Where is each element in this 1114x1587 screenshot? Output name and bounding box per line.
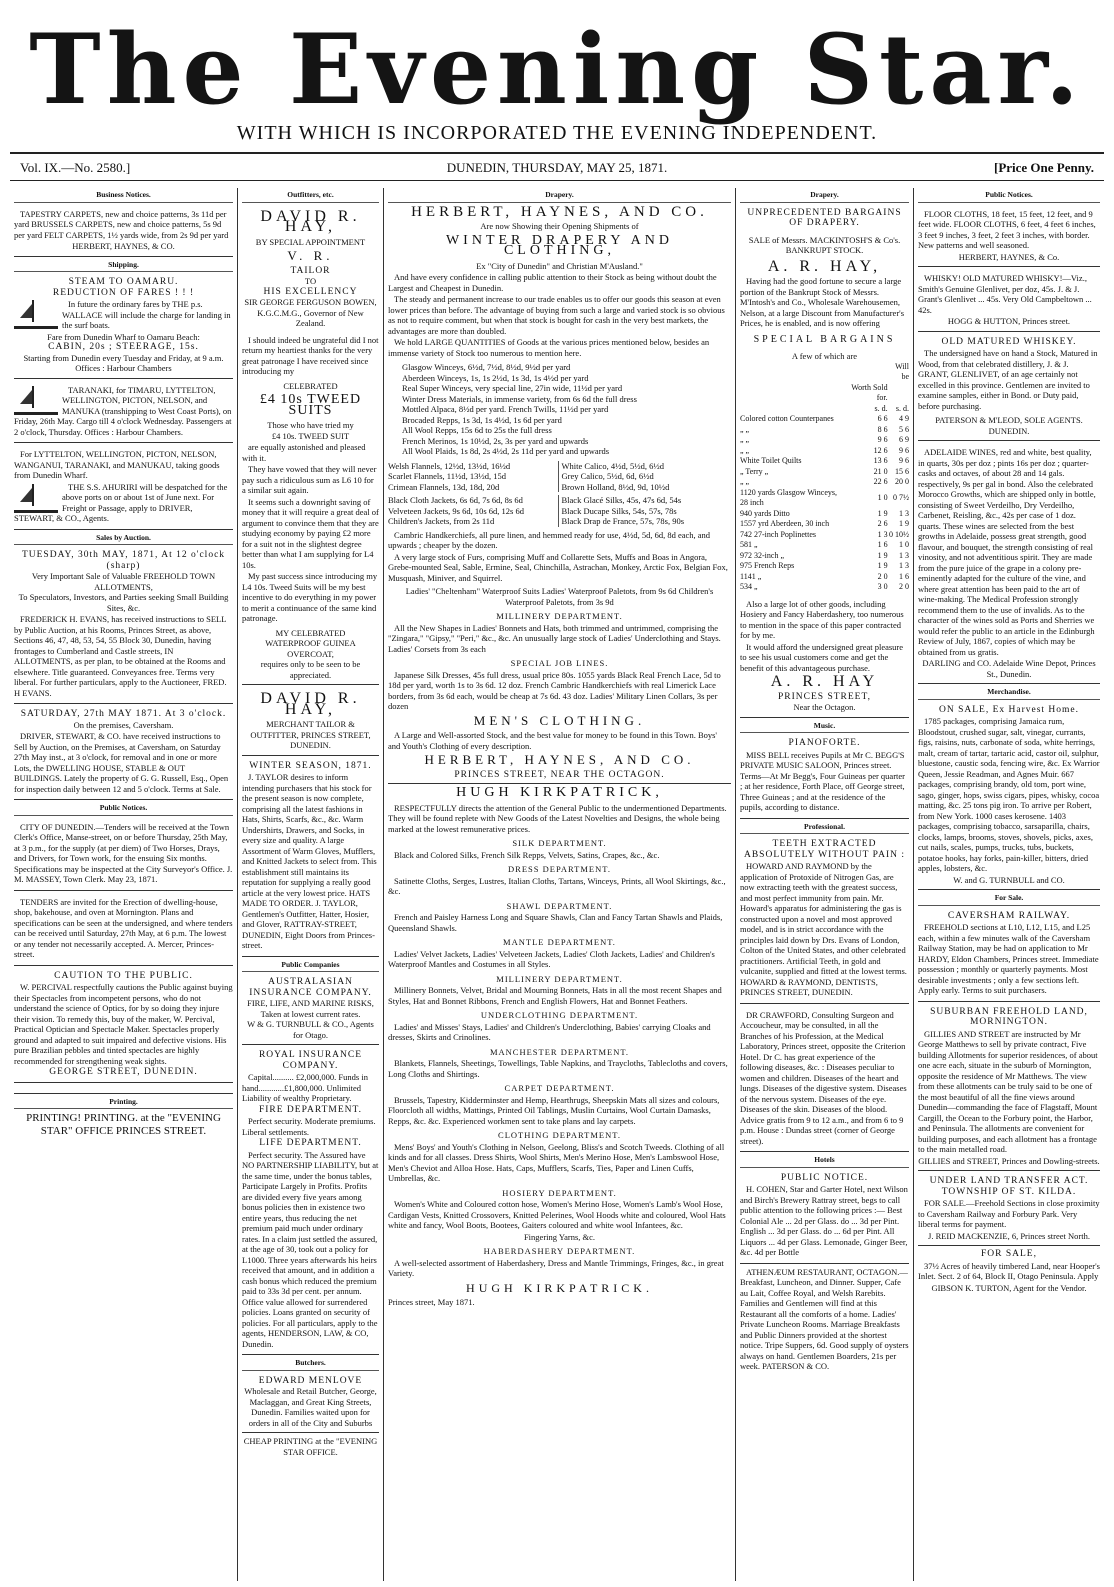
table-row: „ „ 22 6 20 0 [740, 477, 909, 486]
table-row: 1120 yards Glasgow Winceys, 28 inch 1 0 0 7½ [740, 487, 909, 507]
ad-printing: PRINTING! PRINTING. at the "EVENING STAR" OFFICE PRINCES STREET. [26, 1112, 221, 1137]
list-item: Mottled Alpaca, 8½d per yard. French Twills, 11½d per yard [402, 404, 609, 414]
list-item: Brocaded Repps, 1s 3d, 1s 4½d, 1s 6d per yard [402, 414, 562, 425]
ad-howard-raymond: TEETH EXTRACTED ABSOLUTELY WITHOUT PAIN : HOWARD AND RAYMOND by the application of Protoxide of Nitrogen Gas, are now extracting teeth with the greatest success, and most perfect immunity from pain. Mr. Howard's apparatus for administering the gas is constructed upon a novel and most approved model, and is in strict accordance with the principles laid down by Drs. Evans of London, Colton of the United States, and other celebrated practitioners. Artificial Teeth, in gold and vulcanite, supplied and fitted at the lowest terms. HOWARD & RAYMOND, DENTISTS, PRINCES STREET, DUNEDIN. [740, 837, 909, 1004]
ad-athenaeum: ATHENÆUM RESTAURANT, OCTAGON.—Breakfast, Luncheon, and Dinner. Supper, Cafe au Lait, Coffee Royal, and Welsh Rarebits. Families and Gentlemen will find at this Restaurant all the comforts of a home. Ladies' Private Luncheon Rooms. Marriage Breakfasts and Public Dinners provided at the shortest notice. Tripe Suppers, 6d. Good supply of oysters always on hand. Gentlemen Boarders, 21s per week. PATERSON & CO. [740, 1266, 909, 1371]
list-item: Black Glacé Silks, 45s, 47s 6d, 54s [561, 495, 682, 505]
ship-icon [14, 484, 58, 513]
list-item: Winter Dress Materials, in immense variety, from 6s 6d the full dress [402, 393, 637, 404]
table-row: Colored cotton Counterpanes 6 6 4 9 [740, 414, 909, 423]
newspaper-subtitle: WITH WHICH IS INCORPORATED THE EVENING INDEPENDENT. [236, 122, 878, 144]
top-rule [10, 152, 1104, 154]
table-row: „ „ 12 6 9 6 [740, 445, 909, 455]
ad-ahuriri: For LYTTELTON, WELLINGTON, PICTON, NELSON, WANGANUI, TARANAKI, and MANUKAU, taking goods from Dunedin Wharf. THE S.S. AHURIRI will be despatched for the above ports on or about 1st of June next. For Freight or Passage, apply to DRIVER, STEWART, & CO., Agents. [14, 446, 233, 530]
section-header: Merchandise. [918, 687, 1100, 700]
list-item: Grey Calico, 5½d, 6d, 6½d [561, 471, 654, 481]
ship-icon [14, 386, 58, 415]
list-item: French Merinos, 1s 10½d, 2s, 3s per yard and upwards [402, 435, 589, 446]
ad-australasian: AUSTRALASIAN INSURANCE COMPANY. FIRE, LIFE, AND MARINE RISKS, Taken at lowest current rates. W & G. TURNBULL & CO., Agents for Otago. [242, 975, 379, 1045]
table-header-row: Will be [895, 361, 909, 381]
table-row: „ „ 9 6 6 9 [740, 435, 909, 444]
ship-icon [14, 300, 58, 329]
volume-number: Vol. IX.—No. 2580.] [20, 160, 131, 175]
ad-floor-cloths: FLOOR CLOTHS, 18 feet, 15 feet, 12 feet, and 9 feet wide. FLOOR CLOTHS, 6 feet, 4 feet 6 inches, 3 feet 9 inches, 3 feet, 2 feet 3 inches, with border. New patterns and well seasoned. HERBERT, HAYNES, & Co. [918, 206, 1100, 268]
table-row: 742 27-inch Poplinettes 1 3 0 10½ [740, 529, 909, 539]
ad-miss-bell: PIANOFORTE. MISS BELL receives Pupils at Mr C. BEGG'S PRIVATE MUSIC SALOON, Princes street. Terms—At Mr Begg's, Four Guineas per quarter ; at her residence, Forth Place, off George street, Three Guineas ; and at the residence of the pupils, according to distance. [740, 736, 909, 819]
list-item: White Calico, 4½d, 5½d, 6½d [561, 460, 664, 471]
section-header: Public Companies [242, 960, 379, 973]
table-row: 581 „ 1 6 1 0 [740, 540, 909, 549]
list-item: Glasgow Winceys, 6½d, 7½d, 8½d, 9½d per yard [402, 362, 571, 372]
section-header: Butchers. [242, 1358, 379, 1371]
department-list: SILK DEPARTMENT. Black and Colored Silks, French Silk Repps, Velvets, Satins, Crapes, &c., &c. DRESS DEPARTMENT. Satinette Cloths, Serges, Lustres, Italian Cloths, Tartans, Winceys, Prints, all Wool Skirtings, &c., &c. SHAWL DEPARTMENT. French and Paisley Harness Long and Square Shawls, Clan and Fancy Tartan Shawls and Plaids, Queensland Shawls. MANTLE DEPARTMENT. Ladies' Velvet Jackets, Ladies' Velveteen Jackets, Ladies' Cloth Jackets, Ladies' and Children's Waterproof Mantles and Costumes in all Styles. MILLINERY DEPARTMENT. Millinery Bonnets, Velvet, Bridal and Mourning Bonnets, Hats in all the most recent Shapes and Styles, Hat and Bonnet Ribbons, French and English Flowers, Hat and Bonnet Feathers. UNDERCLOTHING DEPARTMENT. Ladies' and Misses' Stays, Ladies' and Children's Underclothing, Babies' carrying Cloaks and dresses, Skirts and Crinolines. MANCHESTER DEPARTMENT. Blankets, Flannels, Sheetings, Towellings, Table Napkins, and Traycloths, Tablecloths and covers, Long Cloths and Shirtings. CARPET DEPARTMENT. Brussels, Tapestry, Kidderminster and Hemp, Hearthrugs, Sheepskin Mats all sizes and colours, Floorcloth all widths, Mattings, Printed Oil Tablings, Muslin Curtains, Wool Curtain Damasks, Repps, &c. &c. Experienced workmen sent to take plans and lay carpets. CLOTHING DEPARTMENT. Mens' Boys' and Youth's Clothing in Nelson, Geelong, Bliss's and Scotch Tweeds. Clothing of all kinds and for all classes. Dress Shirts, Wool Shirts, Men's Merino Hose, Men's Lambswool Hose, Men's Cheviot and Alloa Hose. Hats, Caps, Mufflers, Scarfs, Ties, Paper and Linen Cuffs, Umbrellas, &c. HOSIERY DEPARTMENT. Women's White and Coloured cotton hose, Women's Merino Hose, Women's Lamb's Wool Hose, Cardigan Vests, Knitted Crossovers, Knitted Pelerines, Wool Hoods white and coloured, Wool Hats white and fancy, Wool Boots, Bootees, Gaiters coloured and white wool Infantees, &c. [388, 838, 728, 1230]
list-item: Real Super Winceys, very special line, 27in wide, 11½d per yard [402, 383, 623, 393]
section-header: For Sale. [918, 893, 1100, 906]
ad-david-hay-merchant: DAVID R. HAY, MERCHANT TAILOR & OUTFITTER, PRINCES STREET, DUNEDIN. [242, 688, 379, 756]
column-2 [238, 188, 384, 1581]
list-item: Welsh Flannels, 12½d, 13½d, 16½d [388, 460, 511, 471]
list-item: Black Cloth Jackets, 6s 6d, 7s 6d, 8s 6d [388, 495, 523, 505]
ad-taranaki: TARANAKI, for TIMARU, LYTTELTON, WELLINGTON, PICTON, NELSON, and MANUKA (transhipping to West Coast Ports), on Friday, 26th May. Cargo till 4 o'clock Wednesday. Passengers at 2 o'clock, Thursday. Offices : Harbour Chambers. [14, 382, 233, 444]
jackets-block [388, 495, 731, 527]
ad-steam-oamaru: STEAM TO OAMARU. REDUCTION OF FARES ! ! ! In future the ordinary fares by THE p.s. WALLACE will include the charge for landing in the surf boats. Fare from Dunedin Wharf to Oamaru Beach: CABIN, 20s ; STEERAGE, 15s. Starting from Dunedin every Tuesday and Friday, at 9 a.m. Offices : Harbour Chambers [14, 275, 233, 379]
table-row: 1141 „ 2 0 1 6 [740, 571, 909, 581]
column-5 [914, 188, 1104, 1581]
list-item: Brown Holland, 8½d, 9d, 10½d [561, 481, 670, 492]
ad-cheap-printing: CHEAP PRINTING at the "EVENING STAR OFFICE. [243, 1436, 378, 1457]
ad-gillies-street: SUBURBAN FREEHOLD LAND, MORNINGTON. GILLIES AND STREET are instructed by Mr George Matthews to sell by private contract, Five building Allotments for superior residences, of about one acre each, situate in the suburb of Mornington, opposite the residence of Mr Matthews. The view from these allotments can be truly said to be one of the most beautiful of all the fine views around Dunedin—commanding the face of Flagstaff, Mount Cargill, the Ocean to the Forbury point, the Harbor, and Peninsula. The allotments are convenient for building purposes, and each allotment has a frontage to the main metalled road. GILLIES and STREET, Princes and Dowling-streets. [918, 1005, 1100, 1172]
ad-turton: FOR SALE, 37½ Acres of heavily timbered Land, near Hooper's Inlet. Sect. 2 of 64, Block II, Otago Peninsula. Apply GIBSON K. TURTON, Agent for the Vendor. [918, 1249, 1100, 1293]
ad-old-matured: OLD MATURED WHISKEY. The undersigned have on hand a Stock, Matured in Wood, from that celebrated distillery, J. & J. GRANT, GLENLIVET, of an age certainly not excelled in this province. Gentlemen are invited to examine samples, either in Bond. or Duty paid, before purchasing. PATERSON & M'LEOD, SOLE AGENTS. DUNEDIN. [918, 335, 1100, 442]
table-row: 940 yards Ditto 1 9 1 3 [740, 508, 909, 518]
ad-ar-hay-bargains: UNPRECEDENTED BARGAINS OF DRAPERY. SALE of Messrs. MACKINTOSH'S & Co's. BANKRUPT STOCK. A. R. HAY, Having had the good fortune to secure a large portion of the Bankrupt Stock of Messrs. M'Intosh's and Co., Wholesale Warehousemen, Nelson, at a large Discount from Manufacturer's Prices, he is enabled, and is now offering SPECIAL BARGAINS A few of which are Will be Worth Sold for. s. d. s. d. Colored cotton Counterpanes 6 6 4 9 „ „ 8 6 5 6 „ „ 9 6 6 9 „ „ 12 6 9 6 White Toilet Quilts 13 6 9 6 „ Terry „ 21 0 15 6 „ „ 22 6 20 0 1120 yards Glasgow Winceys, 28 inch 1 0 0 7½ 940 yards Ditto 1 9 1 3 1557 yrd Aberdeen, 30 inch 2 6 1 9 742 27-inch Poplinettes 1 3 0 10½ 581 „ 1 6 1 0 972 32-inch „ 1 9 1 3 975 French Reps 1 9 1 3 1141 „ 2 0 1 6 534 „ 3 0 2 0 Also a large lot of other goods, including Hosiery and Fancy Haberdashery, too numerous to mention in the space of this paper contracted for by me. It would afford the undersigned great pleasure to see his usual customers come and get the benefit of this advantageous purchase. A. R. HAY PRINCES STREET, Near the Octagon. [740, 206, 909, 718]
table-row: „ „ 8 6 5 6 [740, 424, 909, 434]
newspaper-title: The Evening Star. [29, 13, 1085, 126]
section-header: Public Notices. [918, 190, 1100, 203]
ad-adelaide-wines: ADELAIDE WINES, red and white, best quality, in quarts, 30s per doz ; pints 16s per doz ; quarter-casks and octaves, of about 28 and 14 gals. respectively, 9s per gal in bond. Also the celebrated Morocco Growths, which are shipped only in bottle, consisting of Sweet Verdeilho, Dry Verdeilho, Carbenet, Reisling, &c., 42s per case of 1 doz. quarts. These wines are selected from the best growths in Adelaide, possess great strength, good flavour, and bouquet, the strength consisting of real vinosity, and not adventitious spirit. They are made from the pure juice of the grape in a colony pre-eminently adapted for the culture of the vine, and where great attention has been paid to the art of wine-making. The Medical Profession strongly recommend them to the use of invalids. As to the character of the wines sold as Ports and Sherries we would refer the public to an article in the Edinburgh Review of July, 1867, copies of which may be obtained from us gratis. DARLING and CO. Adelaide Wine Depot, Princes St., Dunedin. [918, 444, 1100, 684]
section-header: Music. [740, 721, 909, 734]
table-row: 534 „ 3 0 2 0 [740, 582, 909, 591]
section-header: Shipping. [14, 260, 233, 273]
price: [Price One Penny. [993, 160, 1094, 175]
ad-on-sale: ON SALE, Ex Harvest Home. 1785 packages, comprising Jamaica rum, Bloodstout, crushed sugar, salt, vinegar, currants, figs, raisins, nuts, carbonate of soda, white herrings, malt, cream of tartar, tartaric acid, castor oil, sulphur, bluestone, caustic soda, fencing wire, &c. Ex Warrior Queen, Jessie Readman, and Agnes Muir. 667 packages, comprising brandy, old tom, port wine, sago, ginger, hops, swiss cigars, pipes, whisky, cocoa matting, &c. 25 tons pig iron. To arrive per Robert, from New York. 1000 cases kerosene. 1403 packages, comprising tobacco, sarsaparilla, chairs, clocks, lamps, brooms, stoves, shovels, picks, axes, cut nails, scales, pumps, trucks, tubs, buckets, potatoe hooks, hay forks, pain-killer, bitters, dried apples, lobsters, &c. W. and G. TURNBULL and CO. [918, 703, 1100, 891]
section-header: Business Notices. [14, 190, 233, 203]
dateline-rule [10, 180, 1104, 181]
list-item: All Wool Plaids, 1s 8d, 2s 4½d, 2s 11d per yard and upwards [402, 446, 610, 456]
list-item: Crimean Flannels, 13d, 18d, 20d [388, 481, 500, 492]
ad-city-dunedin: CITY OF DUNEDIN.—Tenders will be received at the Town Clerk's Office, Manse-street, on or before Thursday, 25th May, at 3 p.m., for the supply (at per diem) of Two Horses, Drays, and Drivers, for Town work, for the ensuing Six months. Specifications may be inspected at the City Surveyor's Office. J. M. MASSEY, Town Clerk. May 23, 1871. [14, 819, 233, 891]
column-4 [736, 188, 914, 1581]
ad-percival: CAUTION TO THE PUBLIC. W. PERCIVAL respectfully cautions the Public against buying their Spectacles from incompetent persons, who do not understand the science of Optics, for by so doing they injure their vision. To remedy this, buy of the maker, W. Percival, Practical Optician and Spectacle Maker. Spectacles properly ground and adapted to suit impaired and defective visions. His pure Brazilian pebbles and tinted spectacles are highly recommended for strengthening weak sights. GEORGE STREET, DUNEDIN. [14, 969, 233, 1083]
section-header: Hotels [740, 1155, 909, 1168]
ad-st-kilda: UNDER LAND TRANSFER ACT. TOWNSHIP OF ST. KILDA. FOR SALE.—Freehold Sections in close proximity to Caversham Railway and Forbury Park. Very liberal terms for payment. J. REID MACKENZIE, 6, Princes street North. [918, 1174, 1100, 1246]
section-header: Outfitters, etc. [242, 190, 379, 203]
dateline: DUNEDIN, THURSDAY, MAY 25, 1871. [446, 160, 668, 175]
list-item: All Wool Repps, 15s 6d to 25s the full dress [402, 425, 552, 435]
ad-evans-auction: TUESDAY, 30th MAY, 1871, At 12 o'clock (sharp) Very Important Sale of Valuable FREEHOLD TOWN ALLOTMENTS, To Speculators, Investors, and Parties seeking Small Building Sites, &c. FREDERICK H. EVANS, has received instructions to SELL by Public Auction, at his Rooms, Princes Street, as above, Sections 46, 47, 48, 53, 54, 55 Block 30, Dunedin, having frontages to Cumberland and Castle streets, IN ALLOTMENTS, as per plan, to be obtained at the Rooms and elsewhere. Title guaranteed. Conveyances free. Terms very liberal. For further particulars, apply to the Auctioneer, FRED. H EVANS. [14, 548, 233, 704]
ad-david-hay: DAVID R. HAY, BY SPECIAL APPOINTMENT V. R. TAILOR TO HIS EXCELLENCY SIR GEORGE FERGUSON BOWEN, K.G.C.M.G., Governor of New Zealand. I should indeed be ungrateful did I not return my heartiest thanks for the very great patronage I have received since introducing my CELEBRATED £4 10s TWEED SUITS Those who have tried my £4 10s. TWEED SUIT are equally astonished and pleased with it. They have vowed that they will never pay such a ridiculous sum as L6 10 for a similar suit again. It seems such a downright saving of money that it will require a great deal of argument to convince them that they are studying economy by paying £2 more for a suit not in the slightest degree better than what I am supplying for L4 10s. My past success since introducing my L4 10s. Tweed Suits will be my best incentive to do everything in my power to merit a continuance of the same kind patronage. MY CELEBRATED WATERPROOF GUINEA OVERCOAT, requires only to be seen to be appreciated. [242, 206, 379, 686]
table-row: „ Terry „ 21 0 15 6 [740, 466, 909, 476]
table-header-row: Worth Sold for. [851, 382, 888, 402]
table-row: White Toilet Quilts 13 6 9 6 [740, 456, 909, 465]
table-row: 1557 yrd Aberdeen, 30 inch 2 6 1 9 [740, 519, 909, 528]
table-row: 975 French Reps 1 9 1 3 [740, 561, 909, 570]
columns [10, 188, 1104, 1581]
list-item: Children's Jackets, from 2s 11d [388, 516, 495, 526]
kirkpatrick-title: HUGH KIRKPATRICK, [456, 785, 663, 800]
section-header: Public Notices. [14, 803, 233, 816]
list-item: Black Drap de France, 57s, 78s, 90s [561, 516, 685, 526]
goods-list [402, 362, 731, 457]
bargains-table [740, 362, 909, 593]
masthead [0, 0, 1114, 175]
column-3: Drapery. HERBERT, HAYNES, AND CO. Are now Showing their Opening Shipments of WINTER DRAPERY AND CLOTHING, Ex "City of Dunedin" and Christian M'Ausland." And have every confidence in calling public attention to their Stock as being without doubt the Largest and Cheapest in Dunedin. The steady and permanent increase to our trade enables us to offer our goods this season at even lower prices than before. The advantage of buying from such a large and varied stock is so obvious as not to require comment, but when that stock is bought for cash in the very best markets, the advantages are more than doubled. We hold LARGE QUANTITIES of Goods at the various prices mentioned below, besides an immense variety of Stock too numerous to mention here. Glasgow Winceys, 6½d, 7½d, 8½d, 9½d per yard Aberdeen Winceys, 1s, 1s 2½d, 1s 3d, 1s 4½d per yard Real Super Winceys, very special line, 27in wide, 11½d per yard Winter Dress Materials, in immense variety, from 6s 6d the full dress Mottled Alpaca, 8½d per yard. French Twills, 11½d per yard Brocaded Repps, 1s 3d, 1s 4½d, 1s 6d per yard All Wool Repps, 15s 6d to 25s the full dress French Merinos, 1s 10½d, 2s, 3s per yard and upwards All Wool Plaids, 1s 8d, 2s 4½d, 2s 11d per yard and upwards Welsh Flannels, 12½d, 13½d, 16½d Scarlet Flannels, 11½d, 13½d, 15d Crimean Flannels, 13d, 18d, 20d White Calico, 4½d, 5½d, 6½d Grey Calico, 5½d, 6d, 6½d Brown Holland, 8½d, 9d, 10½d Black Cloth Jackets, 6s 6d, 7s 6d, 8s 6d Velveteen Jackets, 9s 6d, 10s 6d, 12s 6d Children's Jackets, from 2s 11d Black Glacé Silks, 45s, 47s 6d, 54s Black Ducape Silks, 54s, 57s, 78s Black Drap de France, 57s, 78s, 90s Cambric Handkerchiefs, all pure linen, and hemmed ready for use, 4½d, 5d, 6d, 8d each, and upwards ; cheaper by the dozen. A very large stock of Furs, comprising Muff and Collarette Sets, Muffs and Boas in Angora, Grebe-mounted Seal, Sable, Ermine, Seal, Chinchilla, Astrachan, Monkey, Arctic Fox, Belgian Fox, Musquash, Miniver, and Squirrel. Ladies' "Cheltenham" Waterproof Suits Ladies' Waterproof Paletots, from 9s 6d Children's Waterproof Paletots, from 3s 9d MILLINERY DEPARTMENT. All the New Shapes in Ladies' Bonnets and Hats, both trimmed and untrimmed, comprising the "Zingara," "Gipsy," "Peri," &c., &c. An unusually large stock of Ladies' Underclothing and Stays. Ladies' Corsets from 3s each SPECIAL JOB LINES. Japanese Silk Dresses, 45s full dress, usual price 80s. 1055 yards Black Real French Lace, 5d to 18d per yard, worth 1s to 3s 6d. 12 doz. French Cambric Handkerchiefs with real Limerick Lace borders, from 3s 6d each, would be cheap at 7s 6d. 43 doz. Ladies' Military Linen Collars, 3s per dozen MEN'S CLOTHING. A Large and Well-assorted Stock, and the best value for money to be found in this Town. Boys' and Youth's Clothing of every description. HERBERT, HAYNES, AND CO. PRINCES STREET, NEAR THE OCTAGON. HUGH KIRKPATRICK, RESPECTFULLY directs the attention of the General Public to the undermentioned Departments. They will be found replete with New Goods of the Latest Novelties and Designs, the whole being marked at the lowest remunerative prices. SILK DEPARTMENT. Black and Colored Silks, French Silk Repps, Velvets, Satins, Crapes, &c., &c. DRESS DEPARTMENT. Satinette Cloths, Serges, Lustres, Italian Cloths, Tartans, Winceys, Prints, all Wool Skirtings, &c., &c. SHAWL DEPARTMENT. French and Paisley Harness Long and Square Shawls, Clan and Fancy Tartan Shawls and Plaids, Queensland Shawls. MANTLE DEPARTMENT. Ladies' Velvet Jackets, Ladies' Velveteen Jackets, Ladies' Cloth Jackets, Ladies' and Children's Waterproof Mantles and Costumes in all Styles. MILLINERY DEPARTMENT. Millinery Bonnets, Velvet, Bridal and Mourning Bonnets, Hats in all the most recent Shapes and Styles, Hat and Bonnet Ribbons, French and English Flowers, Hat and Bonnet Feathers. UNDERCLOTHING DEPARTMENT. Ladies' and Misses' Stays, Ladies' and Children's Underclothing, Babies' carrying Cloaks and dresses, Skirts and Crinolines. MANCHESTER DEPARTMENT. Blankets, Flannels, Sheetings, Towellings, Table Napkins, and Traycloths, Tablecloths and covers, Long Cloths and Shirtings. CARPET DEPARTMENT. Brussels, Tapestry, Kidderminster and Hemp, Hearthrugs, Sheepskin Mats all sizes and colours, Floorcloth all widths, Mattings, Printed Oil Tablings, Muslin Curtains, Wool Curtain Damasks, Repps, &c. &c. Experienced workmen sent to take plans and lay carpets. CLOTHING DEPARTMENT. Mens' Boys' and Youth's Clothing in Nelson, Geelong, Bliss's and Scotch Tweeds. Clothing of all kinds and for all classes. Dress Shirts, Wool Shirts, Men's Merino Hose, Men's Lambswool Hose, Men's Cheviot and Alloa Hose. Hats, Caps, Mufflers, Scarfs, Ties, Paper and Linen Cuffs, Umbrellas, &c. HOSIERY DEPARTMENT. Women's White and Coloured cotton hose, Women's Merino Hose, Women's Lamb's Wool Hose, Cardigan Vests, Knitted Crossovers, Knitted Pelerines, Wool Hoods white and coloured, Wool Hats white and fancy, Wool Boots, Bootees, Gaiters coloured and white wool Infantees, &c. Fingering Yarns, &c. HABERDASHERY DEPARTMENT. A well-selected assortment of Haberdashery, Dress and Mantle Trimmings, Fringes, &c., in great Variety. HUGH KIRKPATRICK. Princes street, May 1871. [384, 188, 736, 1581]
list-item: Black Ducape Silks, 54s, 57s, 78s [561, 505, 677, 516]
column-1 [10, 188, 238, 1581]
ad-tenders: TENDERS are invited for the Erection of dwelling-house, shop, bakehouse, and oven at Mornington. Plans and specifications can be seen at the undersigned, and where tenders can be received until Saturday, 27th May, at 6 p.m. The lowest or any tender not necessarily accepted. A. Mercer, Princes-street. [14, 894, 233, 966]
ad-dr-crawford: DR CRAWFORD, Consulting Surgeon and Accoucheur, may be consulted, in all the Branches of his Profession, at the Medical Laboratory, Princes street, opposite the Criterion Hotel. Dr C. has great experience of the following diseases, &c. : Diseases peculiar to women and children. Diseases of the heart and lungs. Diseases of the digestive system. Diseases of the nervous system. Diseases of the eye. Diseases of the skin. Diseases of the blood. Advice gratis from 9 to 12 a.m., and from 6 to 9 p.m. House : Dundas street (corner of George street). [740, 1007, 909, 1153]
list-item: Scarlet Flannels, 11½d, 13½d, 15d [388, 471, 506, 481]
flannels-block [388, 461, 731, 493]
ad-royal-insurance: ROYAL INSURANCE COMPANY. Capital.......... £2,000,000. Funds in hand............£1,800,000. Unlimited Liability of wealthy Proprietary. FIRE DEPARTMENT. Perfect security. Moderate premiums. Liberal settlements. LIFE DEPARTMENT. Perfect security. The Assured have NO PARTNERSHIP LIABILITY, but at the same time, under the bonus tables, Participate Largely in Profits. Profits are divided every five years among bonus policies then in existence two entire years, thus reducing the net premium paid much under ordinary rates. In a claim just settled the assured, at the age of 30, took out a policy for L1000. Three years afterwards his heirs received that amount, and in addition a cash bonus which reduced the premium paid to 33s 3d per cent. per annum. Office value allowed for surrendered policies. Loans granted on security of policies. For all particulars, apply to the agents, HENDERSON, LAW, & CO, Dunedin. [242, 1048, 379, 1355]
ad-mccallum [14, 1086, 233, 1094]
section-header: Printing. [14, 1097, 233, 1110]
herbert-haynes-title: HERBERT, HAYNES, AND CO. [411, 203, 708, 220]
ad-caversham-railway: CAVERSHAM RAILWAY. FREEHOLD sections at L10, L12, L15, and L25 each, within a few minutes walk of the Caversham Railway Station, may be had on application to Mr HARDY, Eldon Chambers, Princes street. Immediate possession ; monthly or quarterly payments. Most desirable investments ; only a few sections left. Apply early. Terms to suit purchasers. [918, 909, 1100, 1002]
ad-driver-stewart: SATURDAY, 27th MAY 1871. At 3 o'clock. On the premises, Caversham. DRIVER, STEWART, & CO. have received instructions to Sell by Auction, on the Premises, at Caversham, on Saturday 27th May inst., at 3 o'clock, for removal and in one or more Lots, the DWELLING HOUSE, STABLE & OUT BUILDINGS. Lately the property of G. G. Russell, Esq., Open for inspection daily between 12 and 5 o'clock. Terms at Sale. [14, 707, 233, 800]
ad-carpets: TAPESTRY CARPETS, new and choice patterns, 3s 11d per yard BRUSSELS CARPETS, new and choice patterns, 5s 9d per yard FELT CARPETS, 1½ yards wide, from 2s 9d per yard HERBERT, HAYNES, & CO. [14, 206, 233, 257]
list-item: Aberdeen Winceys, 1s, 1s 2½d, 1s 3d, 1s 4½d per yard [402, 372, 589, 383]
ad-cohen: PUBLIC NOTICE. H. COHEN, Star and Garter Hotel, next Wilson and Birch's Brewery Rattray street, begs to call public attention to the following prices :— Best Colonial Ale ... 2d per Glass. do ... 3d per Pint. English ... 3d per Glass. do ... 6d per Pint. All Liquors ... 4d per Glass. Lemonade, Ginger Beer, &c. 4d per Bottle [740, 1171, 909, 1264]
list-item: Velveteen Jackets, 9s 6d, 10s 6d, 12s 6d [388, 505, 524, 516]
section-header: Drapery. [388, 190, 731, 203]
section-header: Drapery. [740, 190, 909, 203]
table-header-row: s. d. s. d. [874, 403, 909, 413]
ad-taylor: WINTER SEASON, 1871. J. TAYLOR desires to inform intending purchasers that his stock for the present season is now complete, comprising all the latest fashions in Hats, Shirts, Scarfs, &c., &c. Warm Undershirts, Drawers, and Socks, in every size and quality. A large Assortment of Warm Gloves, Mufflers, and Knitted Jackets to select from. This establishment still maintains its reputation for supplying a really good article at the very lowest price. HATS MADE TO ORDER. J. TAYLOR, Gentlemen's Outfitter, Hatter, Hosier, and Glover, RATTRAY-STREET, DUNEDIN, Eight Doors from Princes-street. [242, 759, 379, 957]
table-row: 972 32-inch „ 1 9 1 3 [740, 550, 909, 560]
section-header: Professional. [740, 822, 909, 835]
ad-whisky: WHISKY! OLD MATURED WHISKY!—Viz., Smith's Genuine Glenlivet, per doz, 45s. J. & J. Grant's Glenlivet ... 45s. Very Old Campbeltown ... 42s. HOGG & HUTTON, Princes street. [918, 270, 1100, 332]
section-header: Sales by Auction. [14, 533, 233, 546]
ad-menlove: EDWARD MENLOVE Wholesale and Retail Butcher, George, Maclaggan, and Great King Streets, Dunedin. Families waited upon for orders in all of the City and Suburbs [242, 1374, 379, 1434]
